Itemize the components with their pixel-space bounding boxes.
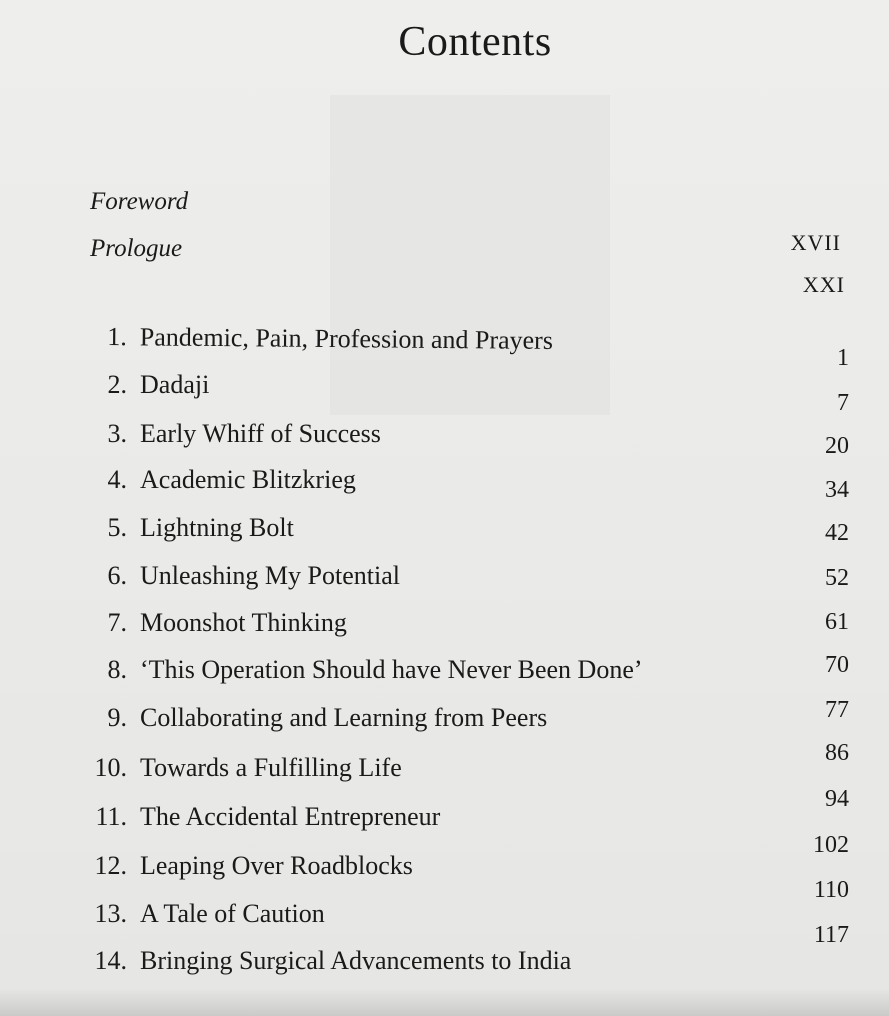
chapter-number: 6. [107,561,127,590]
chapter-title: The Accidental Entrepreneur [140,802,441,831]
chapter-page: 42 [825,520,849,546]
chapter-page: 52 [825,565,849,591]
page-title: Contents [398,19,552,65]
page-bottom-shadow [0,988,889,1016]
chapter-title: Bringing Surgical Advancements to India [140,946,572,975]
chapter-title: Dadaji [140,370,210,399]
chapter-page: 117 [813,922,849,948]
chapter-number: 7. [107,608,127,637]
chapter-title: Early Whiff of Success [140,419,381,448]
chapter-page: 110 [813,877,849,903]
chapter-page: 94 [825,786,849,812]
chapter-page: 20 [825,433,849,459]
chapter-number: 3. [107,419,127,448]
chapter-number: 8. [107,655,127,684]
chapter-title: Lightning Bolt [140,513,294,542]
front-matter-foreword: Foreword [90,188,189,215]
chapter-number: 11. [95,802,127,831]
chapter-number: 1. [107,322,128,352]
chapter-number: 5. [107,513,127,542]
chapter-page: 7 [837,390,849,416]
chapter-title: Collaborating and Learning from Peers [140,703,548,732]
chapter-number: 12. [94,851,127,880]
chapter-title: A Tale of Caution [140,899,325,928]
chapter-page: 1 [837,345,849,371]
chapter-page: 86 [825,740,849,766]
chapter-title: Leaping Over Roadblocks [140,851,413,880]
bleed-through-shadow [330,95,610,415]
chapter-number: 13. [94,899,127,928]
chapter-number: 9. [107,703,127,732]
chapter-page: 70 [825,652,849,678]
front-matter-prologue: Prologue [90,235,183,262]
chapter-page: 61 [825,609,849,635]
chapter-number: 14. [94,946,127,975]
chapter-title: Towards a Fulfilling Life [140,753,402,782]
chapter-title: ‘This Operation Should have Never Been Done’ [140,655,643,684]
chapter-number: 4. [107,465,127,494]
chapter-page: 34 [825,477,849,503]
front-matter-prologue-page: XXI [802,272,845,297]
chapter-title: Unleashing My Potential [140,561,400,590]
chapter-title: Academic Blitzkrieg [140,465,356,494]
chapter-title: Pandemic, Pain, Profession and Prayers [139,322,554,355]
front-matter-foreword-page: XVII [790,230,841,255]
chapter-page: 102 [813,832,849,858]
chapter-number: 2. [107,370,127,399]
chapter-page: 77 [825,697,849,723]
chapter-number: 10. [94,753,127,782]
chapter-title: Moonshot Thinking [140,608,347,637]
